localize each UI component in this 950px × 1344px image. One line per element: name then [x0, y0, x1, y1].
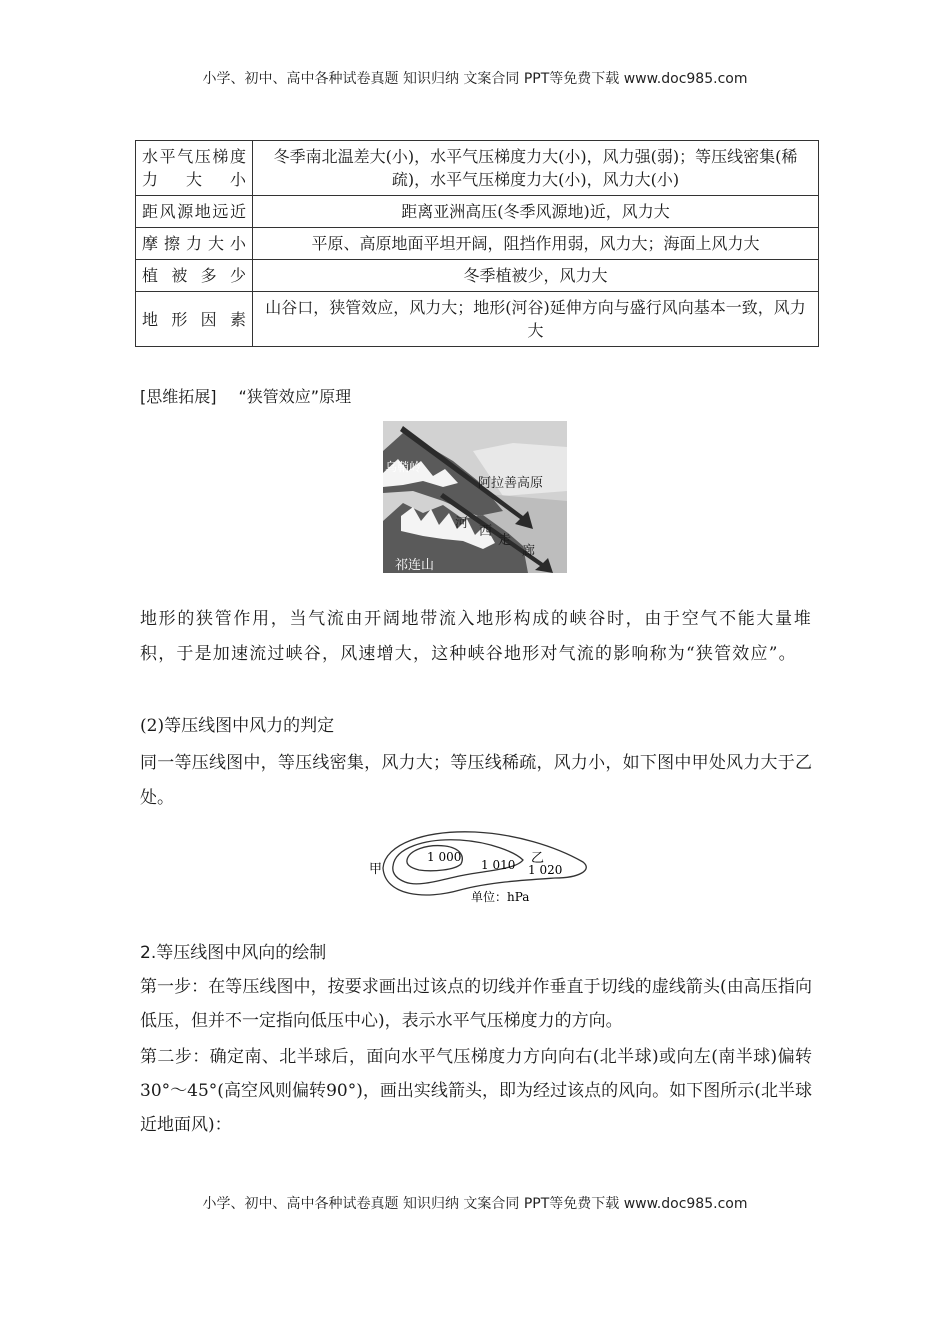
- step-two-paragraph: 第二步：确定南、北半球后，面向水平气压梯度力方向向右(北半球)或向左(南半球)偏转30°～45°(高空风则偏转90°)，画出实线箭头，即为经过该点的风向。如下图所示(北半球近地面风)：: [140, 1047, 812, 1135]
- label-1020: 1 020: [528, 863, 563, 877]
- page-header: 小学、初中、高中各种试卷真题 知识归纳 文案合同 PPT等免费下载 www.doc985.com: [202, 71, 748, 87]
- expansion-heading: [140, 384, 351, 407]
- description-cell: 平原、高原地面平坦开阔，阻挡作用弱，风力大；海面上风力大: [253, 228, 819, 260]
- label-unit: 单位：hPa: [471, 890, 530, 904]
- isobar-wind-subheading: (2)等压线图中风力的判定: [140, 716, 335, 736]
- label-lang: 廊: [522, 544, 536, 559]
- factor-cell: 距风源地远近: [136, 196, 253, 228]
- factor-cell: 地形因素: [136, 292, 253, 347]
- table-row: [136, 292, 819, 347]
- table-row: [136, 228, 819, 260]
- isobar-wind-paragraph: 同一等压线图中，等压线密集，风力大；等压线稀疏，风力小，如下图中甲处风力大于乙处。: [140, 753, 812, 808]
- factor-cell: 水平气压梯度力大小: [136, 141, 253, 196]
- expansion-tag: [思维拓展]: [140, 387, 217, 406]
- label-xi: 西: [479, 524, 493, 539]
- label-jia: 甲: [369, 862, 383, 877]
- label-alashan: 阿拉善高原: [478, 476, 544, 491]
- description-cell: 山谷口，狭管效应，风力大；地形(河谷)延伸方向与盛行风向基本一致，风力大: [253, 292, 819, 347]
- narrow-pipe-effect-map: [383, 421, 567, 573]
- factor-cell: 摩擦力大小: [136, 228, 253, 260]
- description-cell: 距离亚洲高压(冬季风源地)近，风力大: [253, 196, 819, 228]
- page-footer: 小学、初中、高中各种试卷真题 知识归纳 文案合同 PPT等免费下载 www.doc985.com: [202, 1196, 748, 1212]
- label-1000: 1 000: [427, 850, 462, 864]
- label-1010: 1 010: [481, 858, 516, 872]
- factor-cell: 植被多少: [136, 260, 253, 292]
- label-zou: 走: [498, 533, 512, 548]
- table-row: [136, 141, 819, 196]
- table-row: [136, 196, 819, 228]
- expansion-title: “狭管效应”原理: [238, 387, 352, 406]
- label-he: 河: [455, 516, 469, 531]
- step-one-paragraph: 第一步：在等压线图中，按要求画出过该点的切线并作垂直于切线的虚线箭头(由高压指向低压，但并不一定指向低压中心)，表示水平气压梯度力的方向。: [140, 977, 812, 1031]
- isobar-diagram: [365, 826, 605, 908]
- label-qilian: 祁连山: [395, 558, 435, 573]
- description-cell: 冬季植被少，风力大: [253, 260, 819, 292]
- section-2-title: 2.等压线图中风向的绘制: [140, 943, 327, 963]
- narrow-pipe-effect-paragraph: 地形的狭管作用，当气流由开阔地带流入地形构成的峡谷时，由于空气不能大量堆积，于是加速流过峡谷，风速增大，这种峡谷地形对气流的影响称为“狭管效应”。: [140, 609, 812, 664]
- label-wushaoling: 乌鞘岭: [385, 460, 422, 474]
- label-yi: 乙: [531, 851, 545, 866]
- description-cell: 冬季南北温差大(小)，水平气压梯度力大(小)，风力强(弱)；等压线密集(稀疏)，水平气压梯度力大(小)，风力大(小): [253, 141, 819, 196]
- table-row: [136, 260, 819, 292]
- wind-factor-table: [135, 140, 819, 347]
